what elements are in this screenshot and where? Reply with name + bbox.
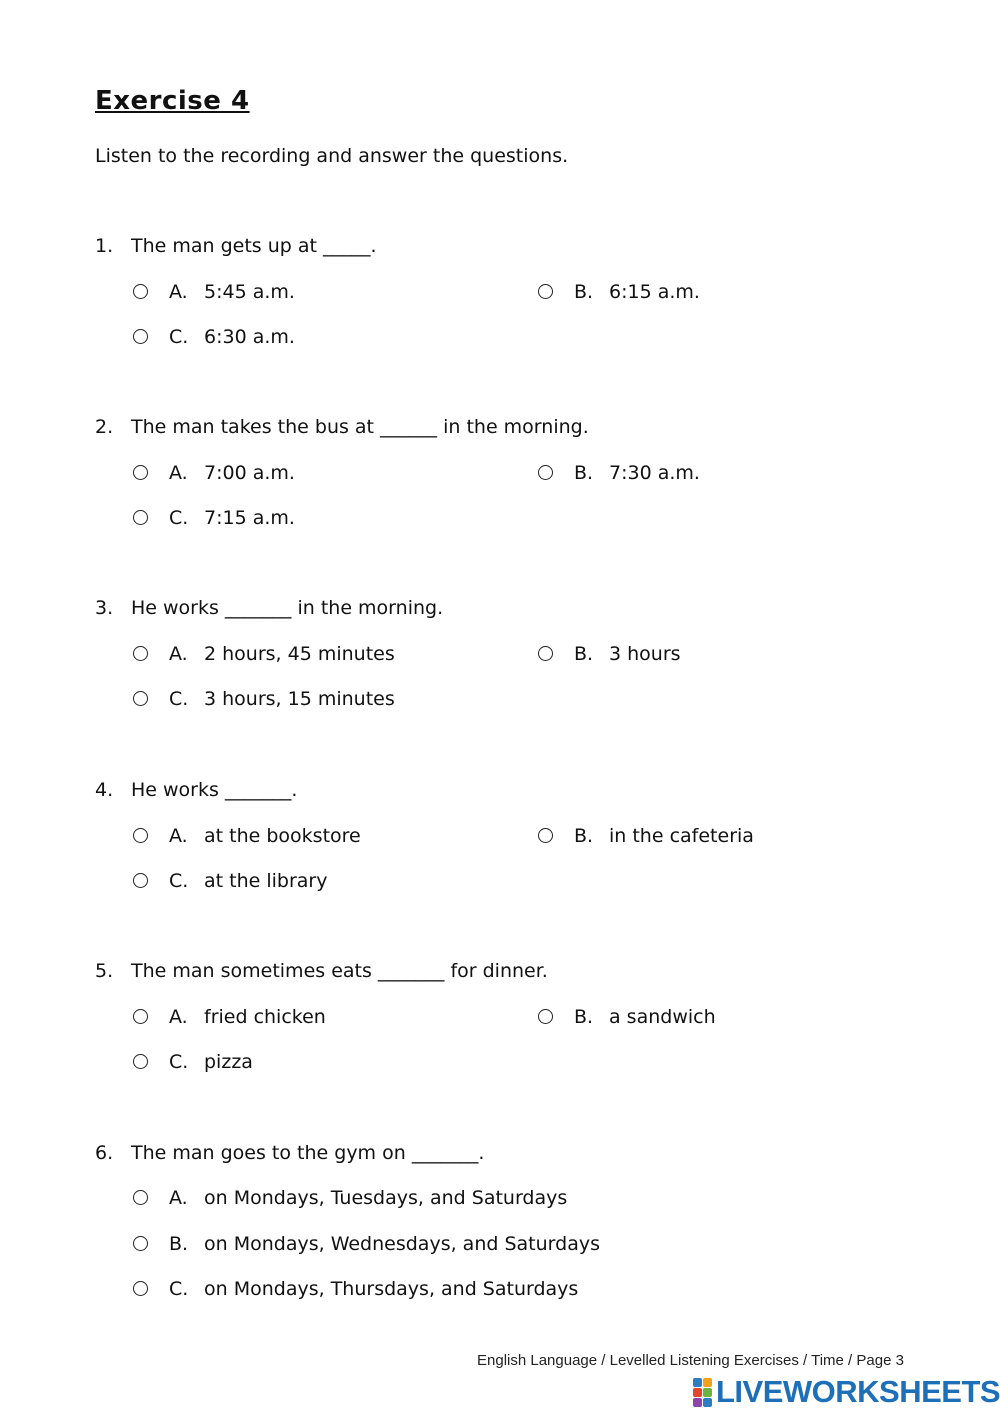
option-letter: B. (574, 825, 594, 847)
option-text: 5:45 a.m. (204, 281, 295, 303)
question-number: 5. (95, 960, 114, 982)
option-letter: A. (169, 1006, 188, 1028)
page-footer: English Language / Levelled Listening Exercises / Time / Page 3 (477, 1352, 904, 1369)
option-text: on Mondays, Thursdays, and Saturdays (204, 1278, 579, 1300)
option-text: 3 hours (609, 643, 681, 665)
radio-button[interactable] (133, 1236, 148, 1251)
question-6 (95, 1142, 915, 1300)
option-letter: B. (574, 643, 594, 665)
option-text: a sandwich (609, 1006, 716, 1028)
option-letter: A. (169, 462, 188, 484)
option-letter: C. (169, 326, 189, 348)
radio-button[interactable] (538, 828, 553, 843)
radio-button[interactable] (133, 1281, 148, 1296)
option-letter: B. (574, 462, 594, 484)
liveworksheets-logo-icon (693, 1377, 713, 1407)
radio-button[interactable] (133, 465, 148, 480)
question-3 (95, 597, 915, 710)
radio-button[interactable] (133, 873, 148, 888)
question-4 (95, 779, 915, 892)
option-text: 6:30 a.m. (204, 326, 295, 348)
radio-button[interactable] (133, 510, 148, 525)
option-letter: A. (169, 281, 188, 303)
brand-name: LIVEWORKSHEETS (716, 1374, 1000, 1409)
option-text: at the bookstore (204, 825, 361, 847)
radio-button[interactable] (133, 1190, 148, 1205)
question-2 (95, 416, 915, 529)
radio-button[interactable] (538, 465, 553, 480)
question-text: He works _______ in the morning. (131, 597, 444, 619)
radio-button[interactable] (133, 329, 148, 344)
option-text: 7:00 a.m. (204, 462, 295, 484)
liveworksheets-brand[interactable] (693, 1375, 1000, 1409)
question-number: 3. (95, 597, 114, 619)
option-text: fried chicken (204, 1006, 326, 1028)
option-text: in the cafeteria (609, 825, 754, 847)
radio-button[interactable] (133, 1009, 148, 1024)
question-number: 4. (95, 779, 114, 801)
radio-button[interactable] (538, 1009, 553, 1024)
option-text: 2 hours, 45 minutes (204, 643, 395, 665)
option-text: 7:30 a.m. (609, 462, 700, 484)
option-letter: A. (169, 825, 188, 847)
question-1 (95, 235, 915, 348)
option-text: 7:15 a.m. (204, 507, 295, 529)
question-text: The man sometimes eats _______ for dinner. (131, 960, 548, 982)
option-letter: C. (169, 1051, 189, 1073)
option-letter: B. (574, 1006, 594, 1028)
radio-button[interactable] (538, 284, 553, 299)
option-letter: C. (169, 1278, 189, 1300)
radio-button[interactable] (133, 284, 148, 299)
question-text: The man goes to the gym on _______. (131, 1142, 485, 1164)
radio-button[interactable] (133, 691, 148, 706)
radio-button[interactable] (133, 646, 148, 661)
question-number: 6. (95, 1142, 114, 1164)
option-letter: C. (169, 870, 189, 892)
question-text: The man gets up at _____. (131, 235, 377, 257)
exercise-title: Exercise 4 (95, 86, 250, 116)
option-letter: A. (169, 1187, 188, 1209)
radio-button[interactable] (538, 646, 553, 661)
option-letter: B. (169, 1233, 189, 1255)
instruction-text: Listen to the recording and answer the questions. (95, 145, 569, 167)
option-letter: B. (574, 281, 594, 303)
option-text: 3 hours, 15 minutes (204, 688, 395, 710)
option-letter: A. (169, 643, 188, 665)
question-number: 2. (95, 416, 114, 438)
question-text: He works _______. (131, 779, 298, 801)
option-letter: C. (169, 688, 189, 710)
radio-button[interactable] (133, 1054, 148, 1069)
radio-button[interactable] (133, 828, 148, 843)
option-text: at the library (204, 870, 328, 892)
question-5 (95, 960, 915, 1073)
option-letter: C. (169, 507, 189, 529)
question-number: 1. (95, 235, 114, 257)
option-text: 6:15 a.m. (609, 281, 700, 303)
option-text: on Mondays, Tuesdays, and Saturdays (204, 1187, 568, 1209)
option-text: pizza (204, 1051, 253, 1073)
question-text: The man takes the bus at ______ in the morning. (131, 416, 589, 438)
option-text: on Mondays, Wednesdays, and Saturdays (204, 1233, 600, 1255)
